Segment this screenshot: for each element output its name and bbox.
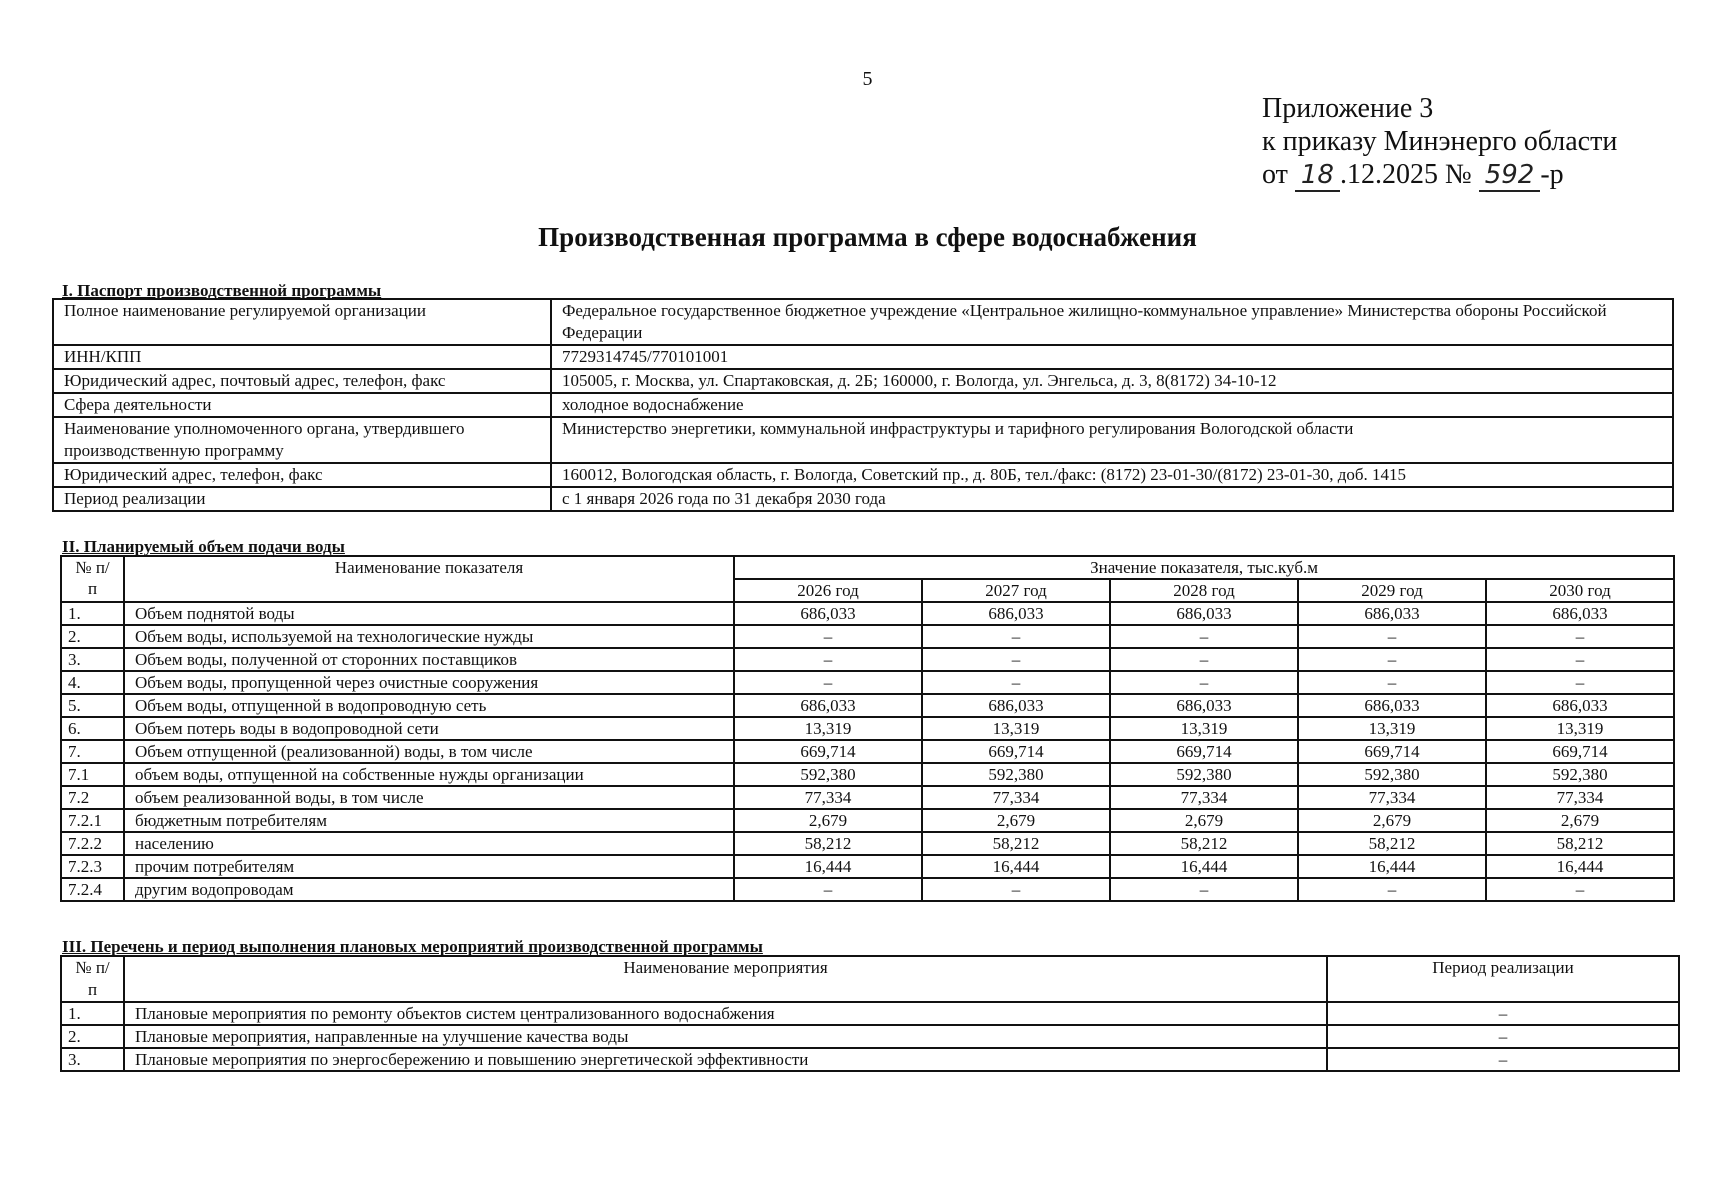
handwritten-order-number: 592 [1479,160,1541,192]
year-header: 2027 год [922,579,1110,602]
passport-label: Сфера деятельности [53,393,551,417]
indicator-value: – [734,878,922,901]
indicator-value: 686,033 [1486,602,1674,625]
passport-label: Юридический адрес, телефон, факс [53,463,551,487]
passport-label: ИНН/КПП [53,345,551,369]
indicator-value: 16,444 [1110,855,1298,878]
section2-heading: II. Планируемый объем подачи воды [62,537,345,556]
passport-row [53,417,1673,463]
section1-heading: I. Паспорт производственной программы [62,281,382,300]
indicator-value: 669,714 [1110,740,1298,763]
indicator-value: 2,679 [1298,809,1486,832]
document-title: Производственная программа в сфере водоснабжения [538,222,1197,252]
year-header: 2026 год [734,579,922,602]
indicator-value: 2,679 [922,809,1110,832]
page-number: 5 [862,68,873,90]
indicator-value: 16,444 [922,855,1110,878]
row-number: 7.2 [61,786,124,809]
number-suffix: -р [1540,159,1564,190]
year-header: 2030 год [1486,579,1674,602]
indicator-value: – [1298,878,1486,901]
passport-label: Наименование уполномоченного органа, утвердившего производственную программу [53,417,551,463]
indicator-value: 16,444 [1486,855,1674,878]
indicator-value: 592,380 [922,763,1110,786]
indicator-name: Объем воды, используемой на технологические нужды [124,625,734,648]
event-name: Плановые мероприятия по ремонту объектов систем централизованного водоснабжения [124,1002,1327,1025]
passport-value: холодное водоснабжение [551,393,1673,417]
event-number: 1. [61,1002,124,1025]
indicator-value: – [1486,671,1674,694]
indicator-value: – [1486,625,1674,648]
indicator-value: 686,033 [734,602,922,625]
passport-label: Период реализации [53,487,551,511]
appendix-order: к приказу Минэнерго области [1262,126,1618,157]
passport-row [53,487,1673,511]
indicator-value: 13,319 [1298,717,1486,740]
passport-row [53,299,1673,345]
indicator-name: Объем отпущенной (реализованной) воды, в том числе [124,740,734,763]
event-period: – [1327,1025,1679,1048]
indicator-value: 58,212 [1298,832,1486,855]
event-number: 2. [61,1025,124,1048]
indicator-name: населению [124,832,734,855]
indicator-value: 16,444 [734,855,922,878]
table-row [61,648,1674,671]
passport-value: 7729314745/770101001 [551,345,1673,369]
indicator-value: 77,334 [1298,786,1486,809]
indicator-value: 686,033 [1298,602,1486,625]
events-col-period-header: Период реализации [1327,956,1679,1002]
indicator-value: 592,380 [1298,763,1486,786]
indicator-value: 16,444 [1298,855,1486,878]
row-number: 7.2.4 [61,878,124,901]
indicator-value: 686,033 [1486,694,1674,717]
indicator-value: – [922,878,1110,901]
event-period: – [1327,1048,1679,1071]
indicator-value: – [1110,671,1298,694]
passport-row [53,345,1673,369]
indicator-value: 58,212 [922,832,1110,855]
indicator-value: 77,334 [1486,786,1674,809]
row-number: 3. [61,648,124,671]
indicator-value: 2,679 [1486,809,1674,832]
table-row [61,763,1674,786]
indicator-value: – [734,648,922,671]
table-row [61,878,1674,901]
indicator-name: Объем воды, полученной от сторонних поставщиков [124,648,734,671]
indicator-value: 77,334 [1110,786,1298,809]
table-row [61,1048,1679,1071]
indicator-value: – [1110,625,1298,648]
passport-row [53,393,1673,417]
indicator-value: – [734,625,922,648]
indicator-value: 58,212 [1486,832,1674,855]
event-number: 3. [61,1048,124,1071]
indicator-value: 13,319 [1110,717,1298,740]
row-number: 7.2.2 [61,832,124,855]
row-number: 4. [61,671,124,694]
indicator-value: 669,714 [734,740,922,763]
indicator-value: 686,033 [922,694,1110,717]
passport-value: Федеральное государственное бюджетное учреждение «Центральное жилищно-коммунальное управление» Министерства обороны Российской Федерации [551,299,1673,345]
event-name: Плановые мероприятия по энергосбережению и повышению энергетической эффективности [124,1048,1327,1071]
section3-heading: III. Перечень и период выполнения плановых мероприятий производственной программы [62,937,763,956]
indicator-value: 686,033 [1298,694,1486,717]
indicator-name: другим водопроводам [124,878,734,901]
table-row [61,694,1674,717]
indicator-name: Объем поднятой воды [124,602,734,625]
indicator-value: 686,033 [734,694,922,717]
events-col-num-header: № п/п [61,956,124,1002]
indicator-value: – [922,671,1110,694]
indicator-value: – [1298,671,1486,694]
indicator-value: 669,714 [1486,740,1674,763]
indicator-value: – [1486,878,1674,901]
indicator-value: 592,380 [1110,763,1298,786]
col-value-header: Значение показателя, тыс.куб.м [734,556,1674,579]
indicator-name: Объем воды, отпущенной в водопроводную сеть [124,694,734,717]
row-number: 1. [61,602,124,625]
col-num-header: № п/п [61,556,124,602]
indicator-value: 592,380 [734,763,922,786]
table-row [61,809,1674,832]
date-rest: .12.2025 № [1339,159,1472,190]
indicator-value: – [734,671,922,694]
indicator-value: 13,319 [734,717,922,740]
indicator-value: – [922,625,1110,648]
indicator-value: 13,319 [1486,717,1674,740]
indicator-value: 77,334 [922,786,1110,809]
passport-label: Юридический адрес, почтовый адрес, телефон, факс [53,369,551,393]
appendix-title: Приложение 3 [1262,93,1434,124]
event-name: Плановые мероприятия, направленные на улучшение качества воды [124,1025,1327,1048]
passport-row [53,463,1673,487]
passport-table [52,298,1674,512]
indicator-value: 686,033 [922,602,1110,625]
date-prefix: от [1262,159,1288,190]
table-row [61,740,1674,763]
indicator-value: 669,714 [1298,740,1486,763]
appendix-block [1262,92,1617,192]
indicator-value: 592,380 [1486,763,1674,786]
year-header: 2028 год [1110,579,1298,602]
passport-label: Полное наименование регулируемой организации [53,299,551,345]
row-number: 7.2.3 [61,855,124,878]
indicator-name: бюджетным потребителям [124,809,734,832]
passport-value: Министерство энергетики, коммунальной инфраструктуры и тарифного регулирования Вологодской области [551,417,1673,463]
row-number: 7.2.1 [61,809,124,832]
indicator-value: 13,319 [922,717,1110,740]
indicator-value: – [1110,648,1298,671]
indicator-value: 669,714 [922,740,1110,763]
indicator-value: 2,679 [1110,809,1298,832]
indicator-name: Объем потерь воды в водопроводной сети [124,717,734,740]
row-number: 6. [61,717,124,740]
col-name-header: Наименование показателя [124,556,734,602]
indicator-value: 686,033 [1110,694,1298,717]
indicator-value: – [1110,878,1298,901]
passport-row [53,369,1673,393]
table-row [61,832,1674,855]
passport-value: с 1 января 2026 года по 31 декабря 2030 года [551,487,1673,511]
row-number: 5. [61,694,124,717]
row-number: 2. [61,625,124,648]
indicator-value: – [922,648,1110,671]
indicator-value: 58,212 [1110,832,1298,855]
table-row [61,855,1674,878]
table-row [61,786,1674,809]
table-row [61,625,1674,648]
indicator-name: прочим потребителям [124,855,734,878]
indicator-value: 58,212 [734,832,922,855]
row-number: 7. [61,740,124,763]
table-row [61,1025,1679,1048]
indicator-value: 77,334 [734,786,922,809]
event-period: – [1327,1002,1679,1025]
table-row [61,602,1674,625]
year-header: 2029 год [1298,579,1486,602]
passport-value: 160012, Вологодская область, г. Вологда, Советский пр., д. 80Б, тел./факс: (8172) 23-01-30/(8172) 23-01-30, доб. 1415 [551,463,1673,487]
passport-value: 105005, г. Москва, ул. Спартаковская, д. 2Б; 160000, г. Вологда, ул. Энгельса, д. 3, 8(8172) 34-10-12 [551,369,1673,393]
indicator-value: – [1486,648,1674,671]
indicator-name: объем реализованной воды, в том числе [124,786,734,809]
handwritten-day: 18 [1295,160,1340,192]
volumes-table [60,555,1675,902]
table-row [61,717,1674,740]
indicator-value: – [1298,648,1486,671]
indicator-value: 2,679 [734,809,922,832]
indicator-name: объем воды, отпущенной на собственные нужды организации [124,763,734,786]
table-row [61,671,1674,694]
events-col-name-header: Наименование мероприятия [124,956,1327,1002]
indicator-value: – [1298,625,1486,648]
row-number: 7.1 [61,763,124,786]
table-row [61,1002,1679,1025]
indicator-value: 686,033 [1110,602,1298,625]
indicator-name: Объем воды, пропущенной через очистные сооружения [124,671,734,694]
appendix-date-line [1262,158,1617,192]
events-table [60,955,1680,1072]
